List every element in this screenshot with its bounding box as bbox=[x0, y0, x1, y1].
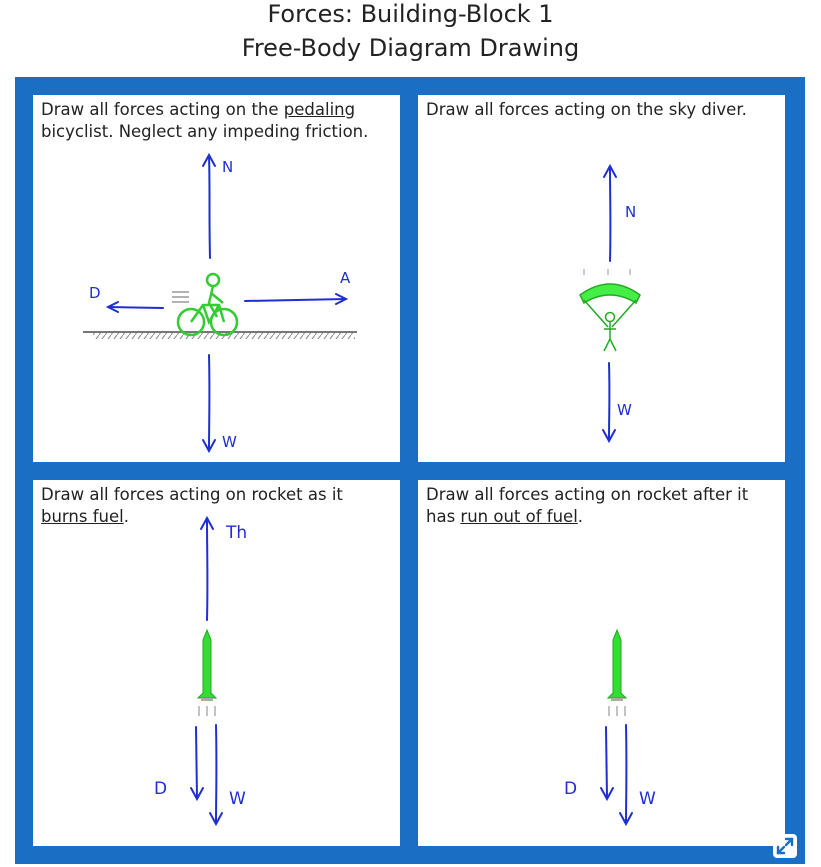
bicyclist bbox=[172, 274, 237, 335]
thrust-force-arrow bbox=[201, 518, 213, 620]
label-a: A bbox=[340, 269, 351, 287]
panel-sky-diver bbox=[418, 95, 785, 462]
label-w: W bbox=[222, 433, 237, 451]
label-w: W bbox=[617, 401, 632, 419]
label-w: W bbox=[639, 789, 656, 809]
weight-force-arrow bbox=[620, 725, 632, 824]
diagram-frame bbox=[15, 77, 805, 864]
label-d: D bbox=[154, 779, 168, 799]
drag-force-arrow bbox=[108, 302, 163, 312]
label-w: W bbox=[229, 789, 246, 809]
weight-force-arrow bbox=[210, 725, 222, 824]
weight-force-arrow bbox=[603, 363, 615, 441]
label-th: Th bbox=[226, 523, 248, 543]
panel-prompt: Draw all forces acting on rocket after it has run out of fuel. bbox=[426, 485, 749, 526]
label-n: N bbox=[222, 158, 234, 176]
normal-force-arrow bbox=[203, 155, 215, 258]
expand-button[interactable] bbox=[773, 834, 797, 858]
label-d: D bbox=[89, 284, 101, 302]
panel-prompt: Draw all forces acting on the sky diver. bbox=[426, 100, 747, 119]
drag-force-arrow bbox=[191, 727, 203, 799]
weight-force-arrow bbox=[203, 355, 215, 451]
drag-force-arrow bbox=[601, 727, 613, 799]
rocket bbox=[198, 630, 216, 716]
sky-diver bbox=[580, 269, 640, 351]
panel-prompt: Draw all forces acting on the pedaling bicyclist. Neglect any impeding friction. bbox=[41, 100, 369, 141]
panel-prompt: Draw all forces acting on rocket as it burns fuel. bbox=[41, 485, 343, 526]
expand-icon bbox=[773, 834, 797, 858]
panel-rocket-burning bbox=[33, 480, 400, 846]
applied-force-arrow bbox=[245, 294, 346, 304]
panel-bicyclist bbox=[33, 95, 400, 462]
normal-force-arrow bbox=[604, 166, 616, 261]
panel-rocket-out-of-fuel bbox=[418, 480, 785, 846]
title-line-1: Forces: Building-Block 1 bbox=[267, 0, 554, 28]
rocket bbox=[608, 630, 626, 716]
label-n: N bbox=[625, 203, 637, 221]
title-line-2: Free-Body Diagram Drawing bbox=[241, 34, 580, 62]
label-d: D bbox=[564, 779, 578, 799]
